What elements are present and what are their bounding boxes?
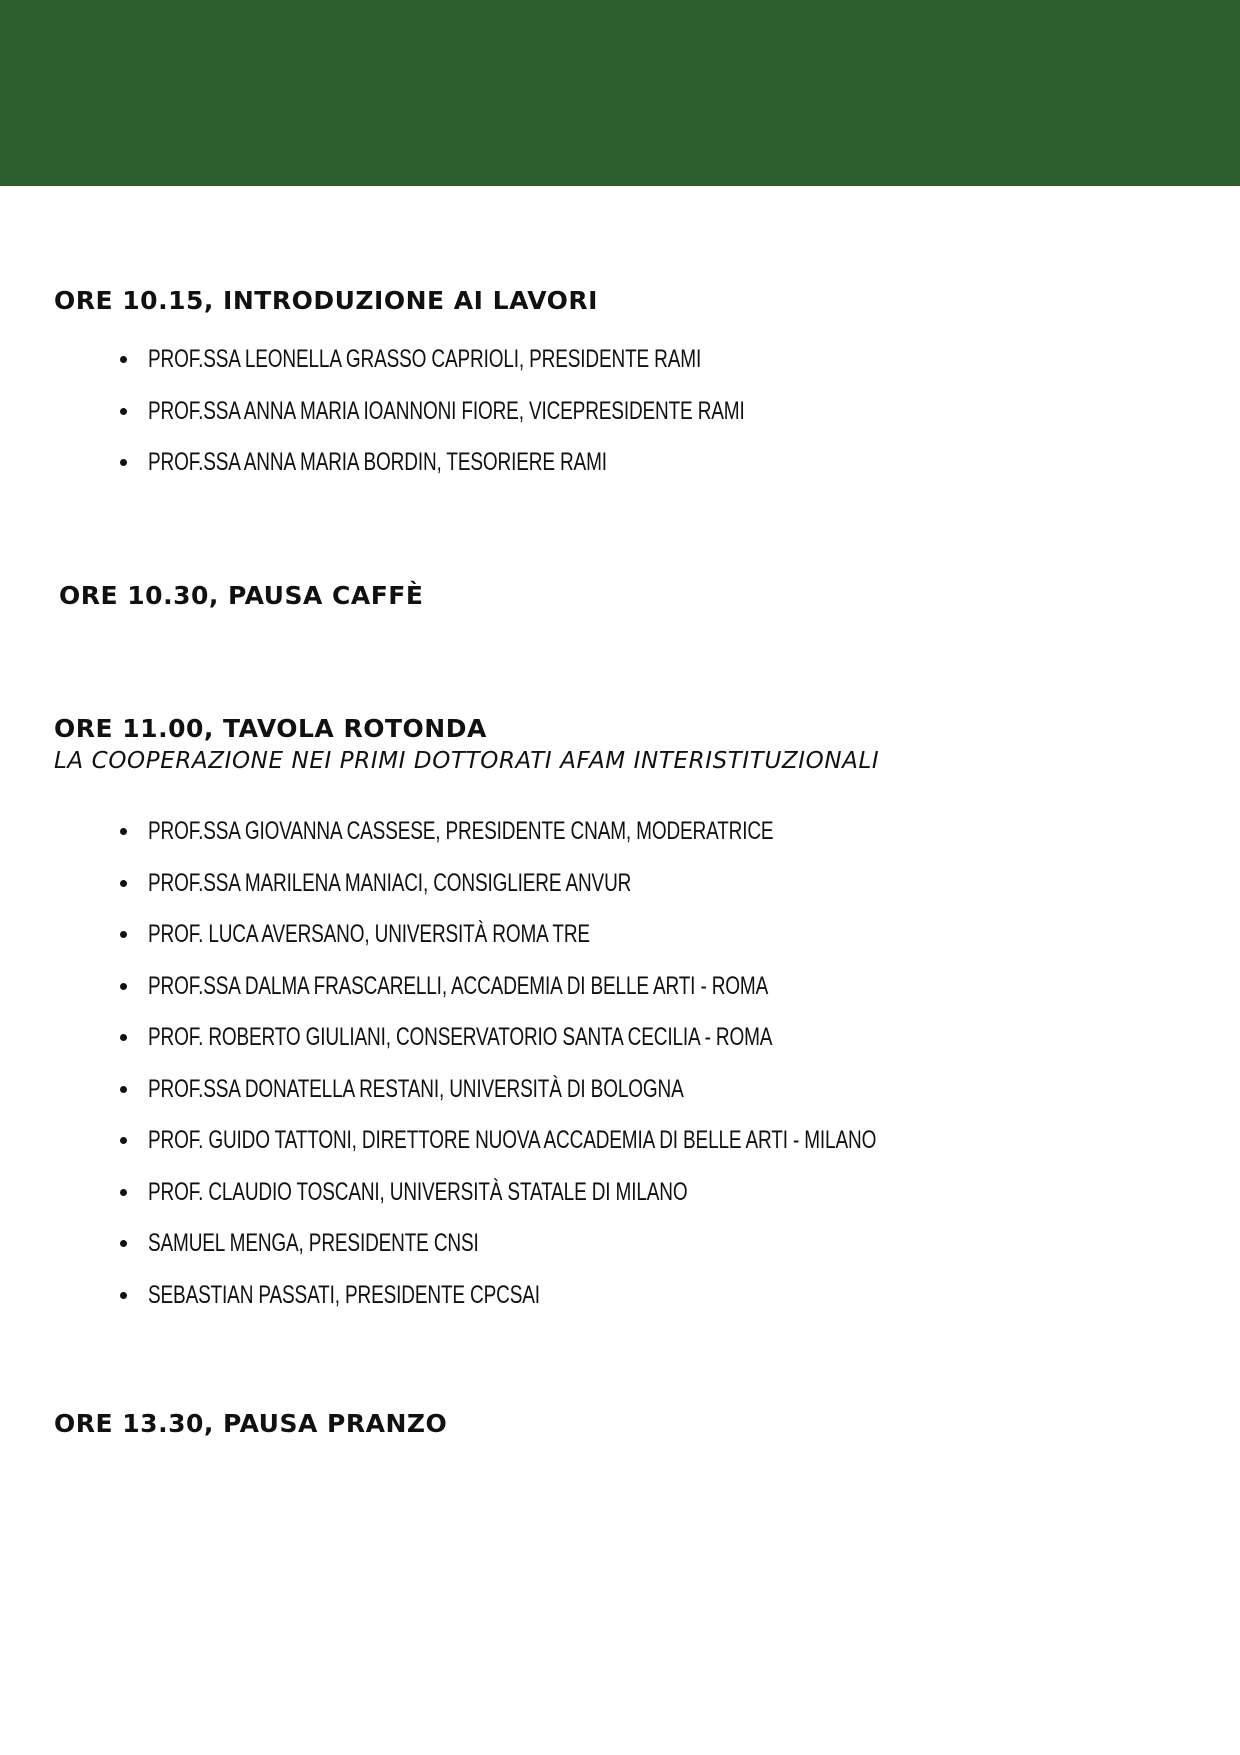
bullet-icon [120,459,127,466]
bullet-icon [120,1240,127,1247]
bullet-icon [120,1086,127,1093]
section-heading-roundtable: ORE 11.00, TAVOLA ROTONDA [54,714,487,743]
section-subtitle-roundtable: LA COOPERAZIONE NEI PRIMI DOTTORATI AFAM INTERISTITUZIONALI [54,748,880,774]
section-heading-coffee: ORE 10.30, PAUSA CAFFÈ [59,581,424,610]
section-heading-intro: ORE 10.15, INTRODUZIONE AI LAVORI [54,286,598,315]
speaker-label: SAMUEL MENGA, PRESIDENTE CNSI [148,1229,479,1257]
bullet-icon [120,1189,127,1196]
section-heading-lunch: ORE 13.30, PAUSA PRANZO [54,1409,448,1438]
list-item [120,868,1106,920]
speaker-label: PROF. GUIDO TATTONI, DIRETTORE NUOVA ACCADEMIA DI BELLE ARTI - MILANO [148,1126,877,1154]
top-banner [0,0,1240,186]
list-item [120,816,1106,868]
speaker-list-intro [120,344,933,499]
speaker-label: SEBASTIAN PASSATI, PRESIDENTE CPCSAI [148,1280,540,1309]
list-item [120,1074,1106,1126]
list-item [120,1022,1106,1074]
bullet-icon [120,1137,127,1144]
list-item [120,344,933,396]
bullet-icon [120,1292,127,1299]
speaker-label: PROF.SSA ANNA MARIA IOANNONI FIORE, VICEPRESIDENTE RAMI [148,396,745,425]
list-item [120,971,1106,1023]
bullet-icon [120,828,127,835]
speaker-label: PROF.SSA ANNA MARIA BORDIN, TESORIERE RAMI [148,448,607,476]
speaker-list-roundtable [120,816,1106,1331]
list-item [120,1228,1106,1280]
bullet-icon [120,1034,127,1041]
bullet-icon [120,931,127,938]
list-item [120,447,933,499]
speaker-label: PROF.SSA DALMA FRASCARELLI, ACCADEMIA DI BELLE ARTI - ROMA [148,971,769,1000]
list-item [120,1177,1106,1229]
bullet-icon [120,983,127,990]
speaker-label: PROF.SSA LEONELLA GRASSO CAPRIOLI, PRESIDENTE RAMI [148,345,702,373]
bullet-icon [120,880,127,887]
list-item [120,919,1106,971]
speaker-label: PROF.SSA DONATELLA RESTANI, UNIVERSITÀ DI BOLOGNA [148,1074,684,1103]
speaker-label: PROF.SSA GIOVANNA CASSESE, PRESIDENTE CNAM, MODERATRICE [148,817,774,845]
speaker-label: PROF. CLAUDIO TOSCANI, UNIVERSITÀ STATALE DI MILANO [148,1177,688,1206]
bullet-icon [120,408,127,415]
list-item [120,396,933,448]
speaker-label: PROF.SSA MARILENA MANIACI, CONSIGLIERE ANVUR [148,868,632,897]
speaker-label: PROF. ROBERTO GIULIANI, CONSERVATORIO SANTA CECILIA - ROMA [148,1023,773,1051]
speaker-label: PROF. LUCA AVERSANO, UNIVERSITÀ ROMA TRE [148,920,590,948]
list-item [120,1280,1106,1332]
list-item [120,1125,1106,1177]
bullet-icon [120,356,127,363]
